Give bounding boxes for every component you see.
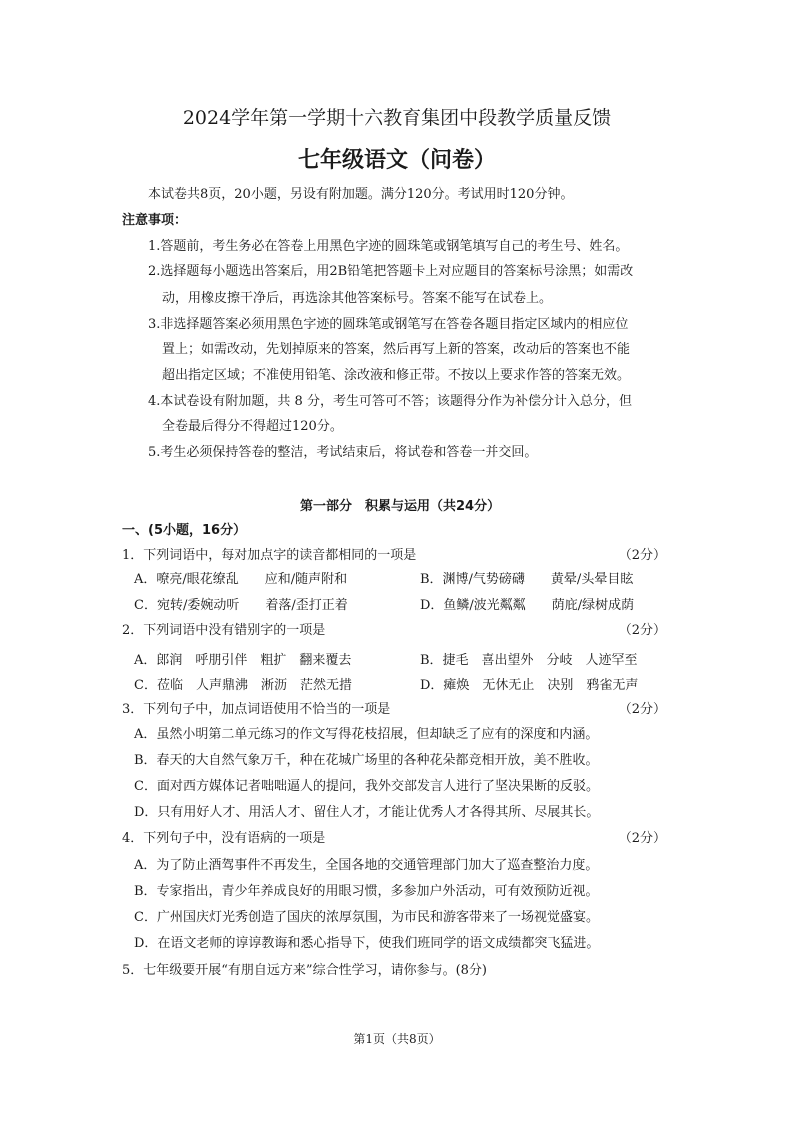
q4-score: （2分） (618, 831, 666, 846)
q2-option-b: B．捷毛 喜出望外 分岐 人迹罕至 (420, 653, 638, 668)
note-1: 1.答题前，考生务必在答卷上用黑色字迹的圆珠笔或钢笔填写自己的考生号、姓名。 (148, 239, 629, 254)
note-2-line2: 动，用橡皮擦干净后，再选涂其他答案标号。答案不能写在试卷上。 (162, 291, 553, 306)
q3-option-d: D．只有用好人才、用活人才、留住人才，才能让优秀人才各得其所、尽展其长。 (134, 805, 600, 820)
q4-option-b: B．专家指出，青少年养成良好的用眼习惯，多参加户外活动，可有效预防近视。 (134, 884, 599, 899)
q4-stem: 4．下列句子中，没有语病的一项是 (122, 831, 326, 846)
q4-option-d: D．在语文老师的谆谆教诲和悉心指导下，使我们班同学的语文成绩都突飞猛进。 (134, 936, 600, 951)
q2-score: （2分） (618, 623, 666, 638)
q2-option-c: C．莅临 人声鼎沸 淅沥 茫然无措 (134, 678, 352, 693)
page-footer: 第1页（共8页） (353, 1032, 441, 1046)
q3-stem: 3．下列句子中，加点词语使用不恰当的一项是 (122, 702, 391, 717)
q4-option-a: A．为了防止酒驾事件不再发生，全国各地的交通管理部门加大了巡查整治力度。 (134, 858, 599, 873)
q2-stem: 2．下列词语中没有错别字的一项是 (122, 623, 326, 638)
notes-heading: 注意事项： (122, 213, 188, 228)
part1-heading: 第一部分 积累与运用（共24分） (300, 499, 501, 514)
q1-option-c: C．宛转/委婉动听 着落/歪打正着 (134, 598, 348, 613)
note-3-line2: 置上；如需改动，先划掉原来的答案，然后再写上新的答案，改动后的答案也不能 (162, 342, 631, 357)
q1-option-b: B．渊博/气势磅礴 黄晕/头晕目眩 (420, 572, 634, 587)
q2-option-a: A．郎润 呼朋引伴 粗扩 翻来覆去 (134, 653, 352, 668)
note-4-line2: 全卷最后得分不得超过120分。 (162, 419, 343, 434)
q3-option-c: C．面对西方媒体记者咄咄逼人的提问，我外交部发言人进行了坚决果断的反驳。 (134, 779, 599, 794)
q3-option-a: A．虽然小明第二单元练习的作文写得花枝招展，但却缺乏了应有的深度和内涵。 (134, 727, 599, 742)
note-2-line1: 2.选择题每小题选出答案后，用2B铅笔把答题卡上对应题目的答案标号涂黑；如需改 (148, 264, 634, 279)
q3-option-b: B．春天的大自然气象万千，种在花城广场里的各种花朵都竞相开放，美不胜收。 (134, 753, 599, 768)
q2-option-d: D．瘫焕 无休无止 决别 鸦雀无声 (420, 678, 639, 693)
note-3-line1: 3.非选择题答案必须用黑色字迹的圆珠笔或钢笔写在答卷各题目指定区域内的相应位 (148, 317, 629, 332)
exam-title: 2024学年第一学期十六教育集团中段教学质量反馈 (182, 107, 612, 129)
q5-stem: 5．七年级要开展“有朋自远方来”综合性学习，请你参与。(8分) (122, 963, 487, 978)
q1-option-a: A．嘹亮/眼花缭乱 应和/随声附和 (134, 572, 348, 587)
note-5: 5.考生必须保持答卷的整洁，考试结束后，将试卷和答卷一并交回。 (148, 445, 538, 460)
note-3-line3: 超出指定区域；不准使用铅笔、涂改液和修正带。不按以上要求作答的答案无效。 (162, 368, 631, 383)
section-1-heading: 一、(5小题，16分） (122, 523, 247, 538)
q1-stem: 1．下列词语中，每对加点字的读音都相同的一项是 (122, 548, 417, 563)
q1-option-d: D．鱼鳞/波光粼粼 荫庇/绿树成荫 (420, 598, 635, 613)
exam-subtitle: 七年级语文（问卷） (297, 148, 496, 173)
exam-intro: 本试卷共8页，20小题，另设有附加题。满分120分。考试用时120分钟。 (148, 187, 574, 202)
q3-score: （2分） (618, 702, 666, 717)
q1-score: （2分） (618, 548, 666, 563)
q4-option-c: C．广州国庆灯光秀创造了国庆的浓厚氛围，为市民和游客带来了一场视觉盛宴。 (134, 910, 599, 925)
note-4-line1: 4.本试卷设有附加题，共 8 分，考生可答可不答；该题得分作为补偿分计入总分，但 (148, 394, 632, 409)
